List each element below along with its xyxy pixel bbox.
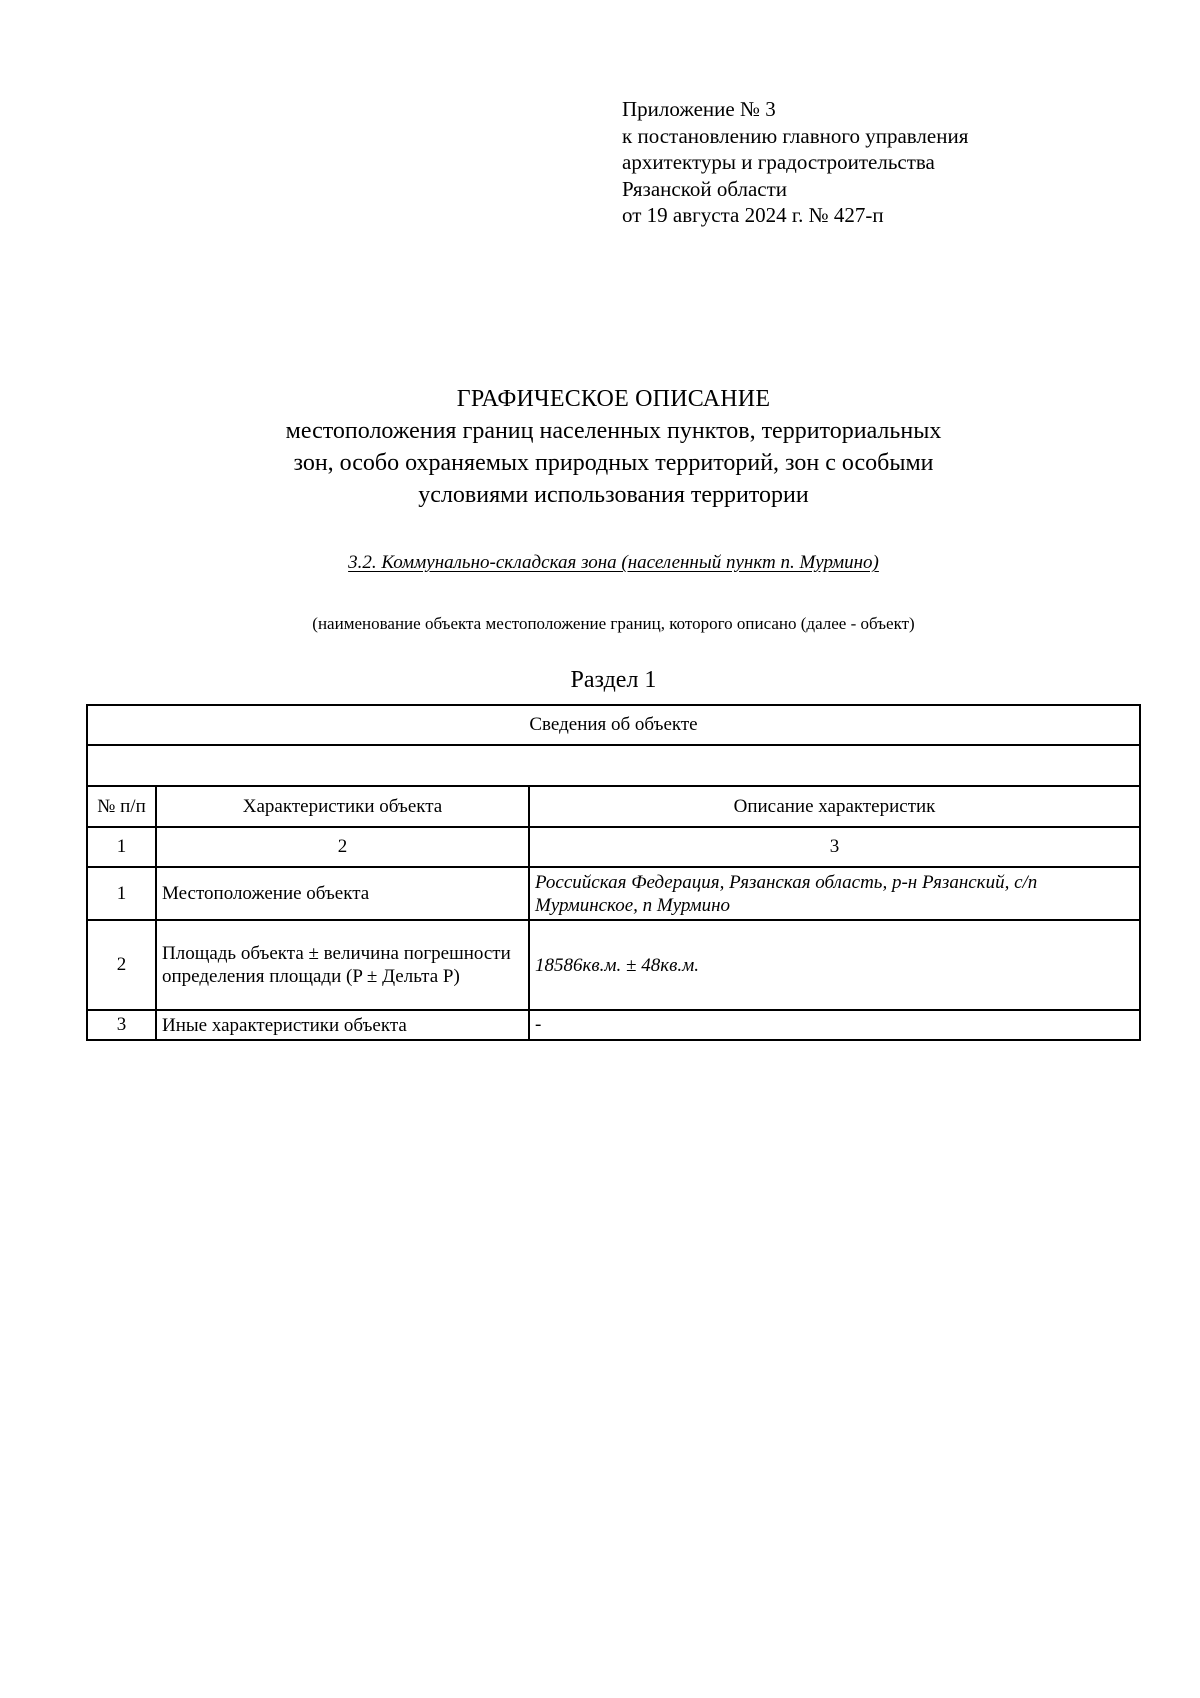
row-description: Российская Федерация, Рязанская область, р-н Рязанский, с/п Мурминское, п Мурмино (529, 867, 1140, 920)
table-row (87, 920, 1140, 1010)
document-title (0, 383, 1200, 511)
appendix-header (622, 96, 968, 229)
appendix-line: Приложение № 3 (622, 97, 776, 121)
table-row (87, 1010, 1140, 1040)
column-number: 3 (529, 827, 1140, 867)
column-header-characteristic: Характеристики объекта (156, 786, 529, 827)
appendix-line: от 19 августа 2024 г. № 427-п (622, 203, 884, 227)
row-num: 3 (87, 1010, 156, 1040)
title-line: условиями использования территории (418, 482, 809, 508)
row-num: 2 (87, 920, 156, 1010)
appendix-line: к постановлению главного управления (622, 123, 969, 148)
table-row (87, 867, 1140, 920)
row-description: 18586кв.м. ± 48кв.м. (529, 920, 1140, 1010)
row-characteristic: Местоположение объекта (156, 867, 529, 920)
table-header: Сведения об объекте (87, 705, 1140, 745)
title-line: местоположения границ населенных пунктов, территориальных (285, 418, 942, 444)
row-description: - (529, 1010, 1140, 1040)
object-name-text: 3.2. Коммунально-складская зона (населенный пункт п. Мурмино) (348, 552, 879, 573)
row-characteristic: Площадь объекта ± величина погрешности определения площади (P ± Дельта P) (156, 920, 529, 1010)
column-number: 2 (156, 827, 529, 867)
title-main: ГРАФИЧЕСКОЕ ОПИСАНИЕ (456, 386, 771, 412)
row-num: 1 (87, 867, 156, 920)
appendix-line: архитектуры и градостроительства (622, 150, 935, 174)
column-number: 1 (87, 827, 156, 867)
title-line: зон, особо охраняемых природных территорий, зон с особыми (293, 450, 934, 476)
column-header-description: Описание характеристик (529, 786, 1140, 827)
table-empty-row (87, 745, 1140, 786)
column-header-num: № п/п (87, 786, 156, 827)
appendix-line: Рязанской области (622, 176, 788, 201)
object-caption: (наименование объекта местоположение границ, которого описано (далее - объект) (312, 614, 915, 633)
section-title: Раздел 1 (570, 667, 657, 693)
object-info-table (86, 704, 1141, 1041)
row-characteristic: Иные характеристики объекта (156, 1010, 529, 1040)
object-name (0, 552, 1200, 574)
